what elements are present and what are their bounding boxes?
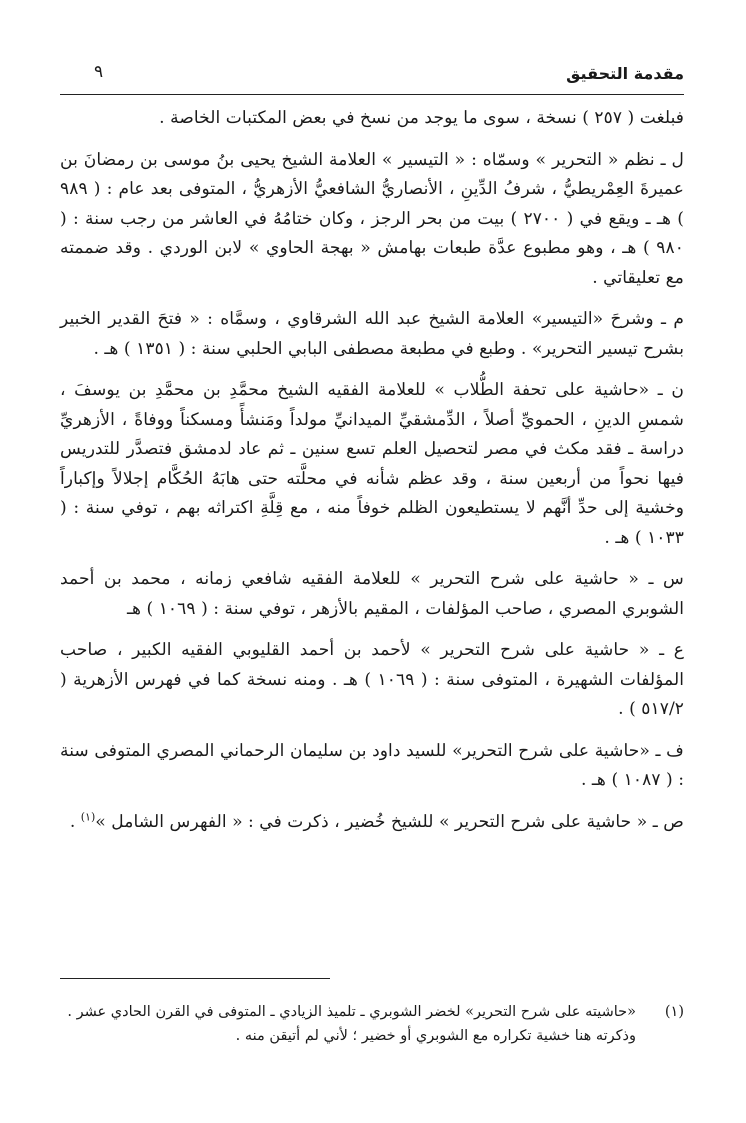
footnote-text: «حاشيته على شرح التحرير» لخضر الشوبري ـ تلميذ الزيادي ـ المتوفى في القرن الحادي عشر . وذكرته هنا خشية تكراره مع الشوبري أو خضير ؛ لأني لم أتيقن منه .: [67, 1004, 636, 1044]
paragraph-sad: [60, 808, 684, 838]
paragraph-fa: ف ـ «حاشية على شرح التحرير» للسيد داود بن سليمان الرحماني المصري المتوفى سنة : ( ١٠٨٧ ) هـ .: [60, 740, 684, 790]
paragraph-sad-tail: .: [69, 811, 81, 832]
paragraph-continuation: فبلغت ( ٢٥٧ ) نسخة ، سوى ما يوجد من نسخ في بعض المكتبات الخاصة .: [159, 108, 684, 128]
paragraph-lam: ل ـ نظم « التحرير » وسمّاه : « التيسير » العلامة الشيخ يحيى بنُ موسى بن رمضانَ بن عميرةَ العِمْريطيُّ ، شرفُ الدِّينِ ، الأنصاريُّ الشافعيُّ الأزهريُّ ، المتوفى بعد عام : ( ٩٨٩ ) هـ ـ ويقع في ( ٢٧٠٠ ) بيت من بحر الرجز ، وكان ختامُهُ في العاشر من رجب سنة : ( ٩٨٠ ) هـ ، وهو مطبوع عدَّة طبعات بهامش « بهجة الحاوي » لابن الوردي . وقد ضممته مع تعليقاتي .: [60, 149, 684, 288]
paragraph-nun: ن ـ «حاشية على تحفة الطُّلاب » للعلامة الفقيه الشيخ محمَّدِ بن محمَّدِ بن يوسفَ ، شمسِ الدينِ ، الحمويِّ أصلاً ، الدِّمشقيِّ الميدانيِّ مولداً ومَنشأً ومسكناً ووفاةً ، الأزهريِّ دراسة ـ فقد مكث في مصر لتحصيل العلم تسع سنين ـ ثم عاد لدمشق فتصدَّر للتدريس فيها نحواً من أربعين سنة ، وقد عظم شأنه في محلَّته حتى هابَهُ الحُكَّام إجلالاً وإكباراً وخشية إلى حدِّ أنَّهم لا يستطيعون الظلم خوفاً منه ، مع قِلَّةِ اكتراثه بهم ، توفي سنة : ( ١٠٣٣ ) هـ .: [60, 380, 684, 548]
paragraph-mim: م ـ وشرحَ «التيسير» العلامة الشيخ عبد الله الشرقاوي ، وسمَّاه : « فتحَ القدير الخبير بشرح تيسير التحرير» . وطبع في مطبعة مصطفى البابي الحلبي سنة : ( ١٣٥١ ) هـ .: [60, 309, 684, 359]
footnote-number: (١): [664, 1004, 684, 1020]
footnote-reference: (١): [80, 809, 96, 823]
footnote: [60, 1000, 684, 1048]
paragraph-sad-text: ص ـ « حاشية على شرح التحرير » للشيخ خُضير ، ذكرت في : « الفهرس الشامل »: [95, 811, 684, 832]
footnote-separator: [60, 978, 330, 979]
page-number: ٩: [94, 62, 104, 82]
paragraph-ayn: ع ـ « حاشية على شرح التحرير » لأحمد بن أحمد القليوبي الفقيه الكبير ، صاحب المؤلفات الشهيرة ، المتوفى سنة : ( ١٠٦٩ ) هـ . ومنه نسخة كما في فهرس الأزهرية ( ٥١٧/٢ ) .: [60, 640, 684, 719]
book-page: [60, 0, 684, 1123]
main-text: [60, 104, 684, 837]
running-header: [60, 62, 684, 90]
paragraph-sin: س ـ « حاشية على شرح التحرير » للعلامة الفقيه شافعي زمانه ، محمد بن أحمد الشوبري المصري ، صاحب المؤلفات ، المقيم بالأزهر ، توفي سنة : ( ١٠٦٩ ) هـ: [60, 569, 684, 619]
header-divider: [60, 94, 684, 95]
chapter-title: مقدمة التحقيق: [566, 64, 684, 83]
